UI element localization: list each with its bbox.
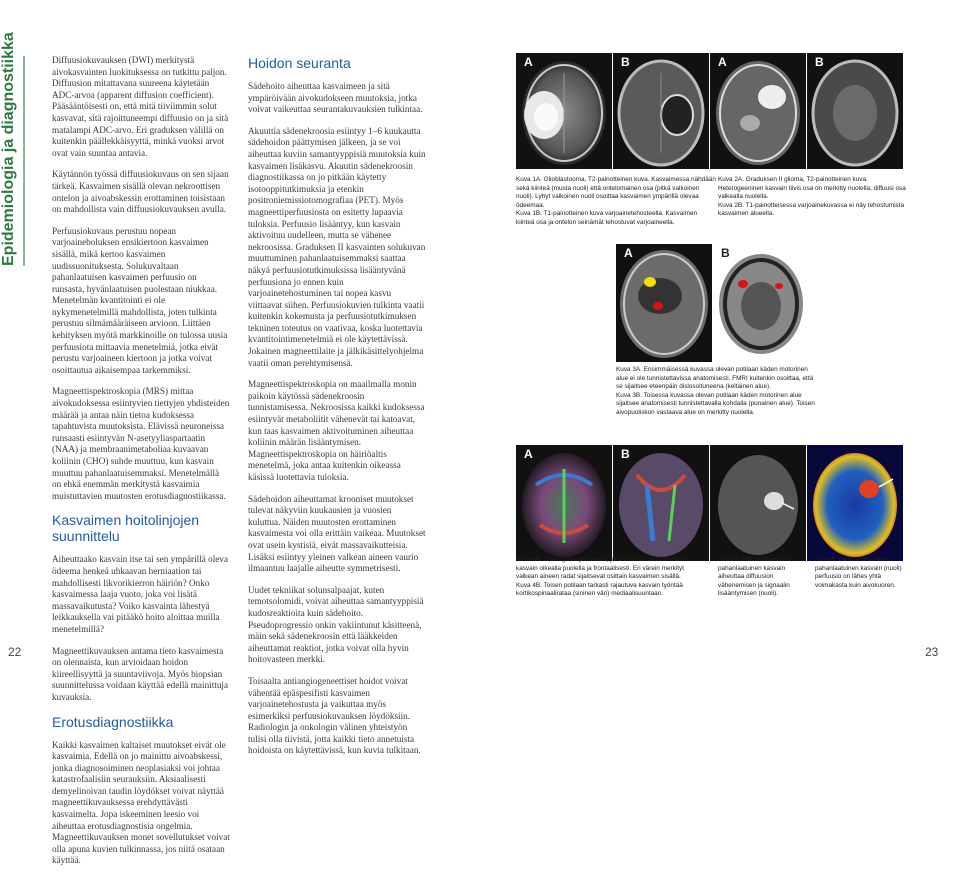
paragraph: Magneettispektroskopia on maailmalla monin paikoin käytössä sädenekroosin tunnistamisessa. Nekroosissa kaikki kudoksessa esiintyvät metaboliitit vähenevät tai katoavat, kun taas kasvaimen aktivoituminen aiheuttaa koliinin määrän lisääntymisen. Magneettispektroskopia on häiriöaltis menetelmä, joka antaa kuitenkin oikeassa käsissä luotettavia tuloksia. [248,379,425,482]
panel-label-b: B [815,55,824,69]
panel-label-a: A [718,55,727,69]
tractography-image-4b [613,445,709,561]
page-number-right: 23 [925,645,939,659]
perfusion-image-6 [807,445,903,561]
paragraph: Magneettispektroskopia (MRS) mittaa aivokudoksessa esiintyvien tiettyjen yhdisteiden määrää ja antaa näin tietoa kudoksessa tapahtuvista muutoksista. Elävissä neuroneissa runsaasti esiintyvän N-asetyyliaspartaatin (NAA) ja membraanimetaboliaa kuvaavan koliinin (CHO) suhde muuttuu, kun kasvain muuttuu pahanlaatuisemmaksi. Menetelmällä on ehkä enemmän merkitystä kasvaimia muistuttavien muutosten erotusdiagnostiikassa. [52,386,230,501]
panel-label-a: A [524,447,533,461]
mri-image-2a [710,53,806,169]
paragraph: Uudet tekniikat solunsalpaajat, kuten temotsolomidi, voivat aiheuttaa samantyyppisiä kudosreaktioita kuin sädehoito. Pseudoprogressio onkin vakiintunut käsitteenä, mäin sekä sädenekroosin että lääkkeiden aiheuttamat reaktiot, jotka voivat olla hyvin hoitovasteen merkki. [248,584,424,665]
section-heading-seuranta: Hoidon seuranta [248,55,351,71]
caption-1a: Kuva 1A. Glioblastooma, T2-painotteinen kuva. Kasvaimessa nähdään sekä kiinteä (musta nuoli) että ontelomainen osa (pitkä valkoinen nuoli). Lyhyt valkoinen nuoli osoittaa kasvaimen ympärillä olevaa ödeemaa. [516,176,716,209]
paragraph: Sädehoito aiheuttaa kasvaimeen ja sitä ympäröivään aivokudokseen muutoksia, jotka voivat vaikeuttaa seurantakuvauksien tulkintaa. [248,81,423,115]
diffusion-image-5 [710,445,806,561]
paragraph: Kaikki kasvaimen kaltaiset muutokset eivät ole kasvaimia. Edellä on jo mainittu aivoabskessi, jonka diagnosoiminen neoplasiaksi voi johtaa katastrofaalisiin seurauksiin. Aksiaalisesti demyelinoivan taudin löydökset voivat näyttää magneettikuvauksessa erehdyttävästi kasvaimelta. Jopa iskeeminen leesio voi aiheuttaa erotusdiagnostisia ongelmia. Magneettikuvauksen monet sovellutukset voivat olla apuna kuvien tulkinnassa, jos niitä osataan käyttää. [52,739,230,866]
caption-figure-2 [718,176,908,219]
mri-image-2b [807,53,903,169]
caption-1b: Kuva 1B. T1-painotteinen kuva varjoainetehosteella. Kasvaimen kiinteä osa ja ontelon seinämät tehostuvat varjoaineella. [516,210,698,226]
paragraph: Magneettikuvauksen antama tieto kasvaimesta on olennaista, kun arvioidaan hoidon kiireellisyyttä ja suuntaviivoja. Myös biopsian suunnittelussa voidaan käyttää edellä mainittuja kuvauksia. [52,645,229,702]
section-heading-erotus: Erotusdiagnostiikka [52,713,174,730]
caption-figure-1 [516,176,716,228]
paragraph: Aiheuttaako kasvain itse tai sen ympärillä oleva ödeema henkeä uhkaavan herniaation tai mahdollisesti likvorikierron häiriön? Onko kasvaimessa laaja vuoto, joka voi lisätä massavaikutusta? Voiko kasvainta lähestyä leikkauksella vai pitääkö hoito aloittaa muilla menetelmillä? [52,554,229,634]
panel-label-b: B [621,55,630,69]
panel-label-b: B [621,447,630,461]
caption-figure-6: Kuva 6. Perfuusiokuvassa pahanlaatuinen kasvain (nuoli) perfuusio on lähes yhtä voimakasta kuin aivokuoren. [815,556,902,589]
panel-label-a: A [624,246,633,260]
section-heading-hoito: Kasvaimen hoitolinjojen suunnittelu [52,512,200,545]
caption-figure-5: Kuva 5. Diffuusiokuvassa pahanlaatuinen kasvain aiheuttaa diffuusion vähenemisen ja signaalin lisääntymisen (nuoli). [718,556,790,598]
panel-label-a: A [524,55,533,69]
paragraph: Akuuttia sädenekroosia esiintyy 1–6 kuukautta sädehoidon päättymisen jälkeen, ja se voi aiheuttaa kuviin samantyyppisiä muutoksia kuin kasvaimen lisäkasvu. Akuutin sädenekroosin diagnostiikassa on jo pitkään käytetty isotooppitutkimuksia ja etenkin positroniemissiotomografiaa (PET). Myös magneettiperfuusiosta on esitetty lupaavia tuloksia. Perfuusio lisääntyy, kun kasvain aktivoituu uudelleen, mutta se vähenee nekroosissa. Graduksen II kasvainten solukuvan muuttuminen pahanlaatuisemmaksi saattaa näkyä perfuusiotutkimuksissa lisääntyvänä perfuusiona jo ennen kuin varjoainetehostuminen tai nopea kasvu viittaavat siihen. Perfuusiokuvien tulkinta vaatii kuitenkin kokemusta ja perfuusiotutkimuksen tekninen toteutus on vaativaa, koska luotettavia kvantitointimenetelmiä ei ole käytettävissä. Jokainen magneettilaite ja jälkikäsittelyohjelma vaatii oman perehtymisensä. [248,125,426,368]
caption-figure-4 [516,556,706,599]
paragraph: Diffuusiokuvauksen (DWI) merkitystä aivokasvainten luokituksessa on tutkittu paljon. Diffuusion mitattavana suureena käytetään ADC-arvoa (apparent diffusion coefficient). Pääsääntöisesti on, että mitä tiiviimmin solut kasvavat, sitä rajoittuneempi diffuusio on ja sitä matalampi ADC-arvo. Eri graduksen välillä on kuitenkin päällekkäisyyttä, minkä vuoksi arvot ovat vain suuntaa antavia. [52,55,229,158]
column-2 [248,55,426,767]
fmri-image-3a [616,244,712,362]
page-number-left: 22 [8,645,22,659]
column-1 [52,55,230,877]
caption-figure-3 [616,366,816,418]
paragraph: Perfuusiokuvaus perustuu nopean varjoaineboluksen ensikiertoon kasvaimen sisällä, mikä kertoo kasvaimen uudissuonituksesta. Solukuvaltaan pahanlaatuisen kasvaimen perfuusio on runsasta, hyvänlaatuisen puolestaan niukkaa. Menetelmän kvantitointi ei ole nykymenetelmillä mahdollista, joten tulkinta perustuu silmämääräiseen arvioon. Liittäen kehityksen myötä markkinoille on tulossa uusia perfuusiota mittaavia menetelmiä, jotka eivät perustu varjoaineen kiertoon ja jotka voivat osoittautua aikaisempaa tarkemmiksi. [52,225,228,375]
caption-3a: Kuva 3A. Ensimmäisessä kuvassa olevan potilaan käden motorinen alue ei ole tunnistettavissa anatomisesti. FMRI kuitenkin osoittaa, että se sijaitsee eteenpäin dislosoituneena (keltainen alue). [616,366,814,391]
side-title: Epidemiologia ja diagnostiikka [0,32,17,266]
tractography-image-4a [516,445,612,561]
paragraph: Käytännön työssä diffuusiokuvaus on sen sijaan tärkeä. Kasvaimen sisällä olevan nekroottisen ontelon ja aivoabskessin erottaminen toisistaan on mahdollista vain diffuusiokuvauksen avulla. [52,169,229,215]
caption-4a: Kuva 4A. Traktografia potilaasta, jolla on diffuusisti kasvava kasvain oikealla puolella ja frontaalisesti. Eri värein merkityt valkean aineen radat sijaitsevat osittain kasvaimen sisällä. [516,556,685,581]
mri-image-1b [613,53,709,169]
panel-label-b: B [721,246,730,260]
caption-2a: Kuva 2A. Graduksen II glioma, T2-painotteinen kuva. Heterogeeninen kasvain tiivis osa on merkitty nuolella, diffuusi osa valkealla nuolella. [718,176,906,201]
side-title-band [0,32,20,266]
caption-3b: Kuva 3B. Toisessa kuvassa olevan potilaan käden motorinen alue sijaitsee anatomisesti tunnistettavalla kohdalla (punainen alue). Toisen aivopuoliskon vastaava alue on merkitty nuolella. [616,391,815,416]
caption-4b: Kuva 4B. Toisen potilaan tarkasti rajautuva kasvain työntää kortikospinaaliratаa (sininen väri) mediaalisuuntaan. [516,581,683,598]
fmri-image-3b [713,244,809,362]
mri-image-1a [516,53,612,169]
paragraph: Toisaalta antiangiogeneettiset hoidot voivat vähentää epäspesifisti kasvaimen varjoainetehostusta ja vaikuttaa myös esimerkiksi perfuusiokuvauksen löydöksiin. Radiologin ja onkologin välinen yhteistyön tulisi olla tiivistä, jotta kaikki tieto annetuista hoidoista on käytettävissä, kun kuvia tulkitaan. [248,675,421,756]
caption-2b: Kuva 2B. T1-painotteisessa varjoainekuvassa ei näy tehostumista kasvaimen alueella. [718,201,905,218]
paragraph: Sädehoidon aiheuttamat krooniset muutokset tulevat näkyviin kuukausien ja vuosien kuluttua. Näiden muutosten erottaminen kasvaimesta voi olla erittäin vaikeaa. Muutokset ovat usein kystisiä, eivät massavaikutteisia. Lisäksi esiintyy yleinen valkean aineen vaurio ilmaantuu laajalle aiheutte symmetrisesti. [248,493,426,574]
side-title-rule [23,56,25,266]
